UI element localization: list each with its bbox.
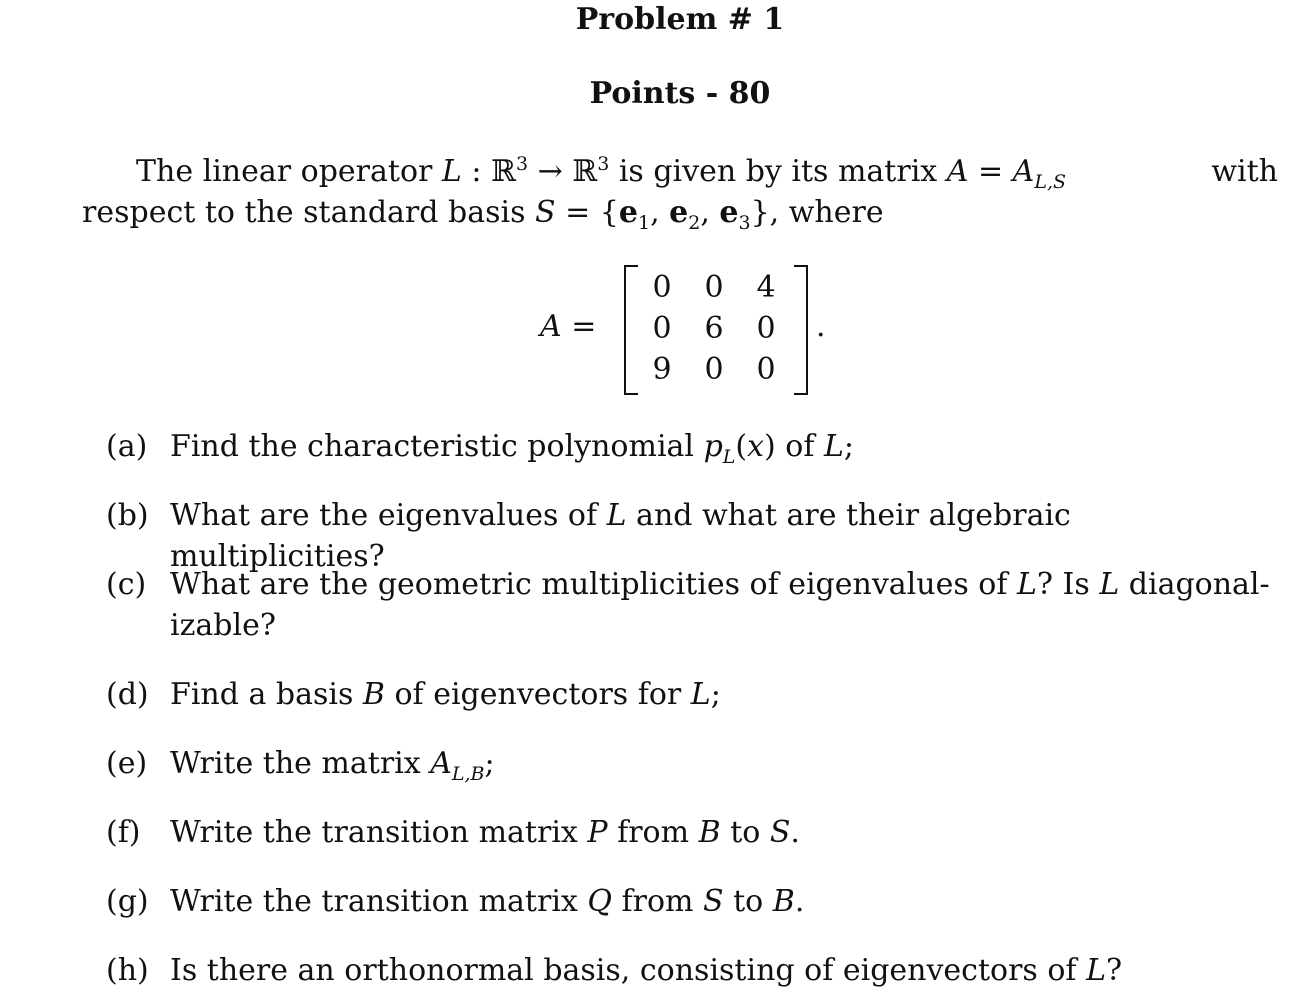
question-text: What are the eigenvalues of L and what are their algebraic multiplicities? <box>170 498 1071 574</box>
matrix-cell: 6 <box>704 311 724 346</box>
matrix-cell: 4 <box>756 270 776 305</box>
intro-line-1 <box>82 151 1278 192</box>
problem-title: Problem # 1 <box>575 2 785 37</box>
matrix-cell: 0 <box>652 311 672 346</box>
question-label: (b) <box>106 498 149 533</box>
question-label: (f) <box>106 815 141 850</box>
points-title: Points - 80 <box>589 76 771 111</box>
question-label: (e) <box>106 746 148 781</box>
matrix-right-bracket <box>794 265 808 395</box>
intro-line-2: respect to the standard basis $S = \{e_1$, $e_2$, $e_3$}, where <box>82 195 884 234</box>
question-label: (g) <box>106 884 149 919</box>
question-label: (c) <box>106 567 147 602</box>
matrix-cell: 0 <box>756 352 776 387</box>
question-label: (d) <box>106 677 149 712</box>
intro-text-1: The linear operator L : ℝ$^3$ → ℝ$^3$ is given by its matrix $A = A_{L,S}$ <box>136 153 1067 193</box>
matrix-entries <box>636 267 792 390</box>
question-text: Write the matrix $A_{L,B}$; <box>170 746 495 785</box>
question-text: What are the geometric multiplicities of eigenvalues of L? Is L diagonal- izable? <box>170 567 1270 643</box>
question-text: Is there an orthonormal basis, consisting of eigenvectors of L? <box>170 953 1123 988</box>
question-label: (a) <box>106 429 148 464</box>
matrix-cell: 0 <box>704 270 724 305</box>
matrix-cell: 0 <box>704 352 724 387</box>
question-text: Find the characteristic polynomial $p_L(x)$ of L; <box>170 429 855 468</box>
question-c <box>106 564 1286 646</box>
intro-text-with: with <box>1211 154 1278 189</box>
question-label: (h) <box>106 953 149 988</box>
matrix-period: . <box>816 309 826 344</box>
matrix-cell: 0 <box>756 311 776 346</box>
matrix-label: A = <box>540 309 597 344</box>
matrix-cell: 9 <box>652 352 672 387</box>
question-text: Write the transition matrix P from B to S. <box>170 815 800 850</box>
matrix-cell: 0 <box>652 270 672 305</box>
question-text: Write the transition matrix Q from S to B. <box>170 884 805 919</box>
question-text: Find a basis B of eigenvectors for L; <box>170 677 721 712</box>
